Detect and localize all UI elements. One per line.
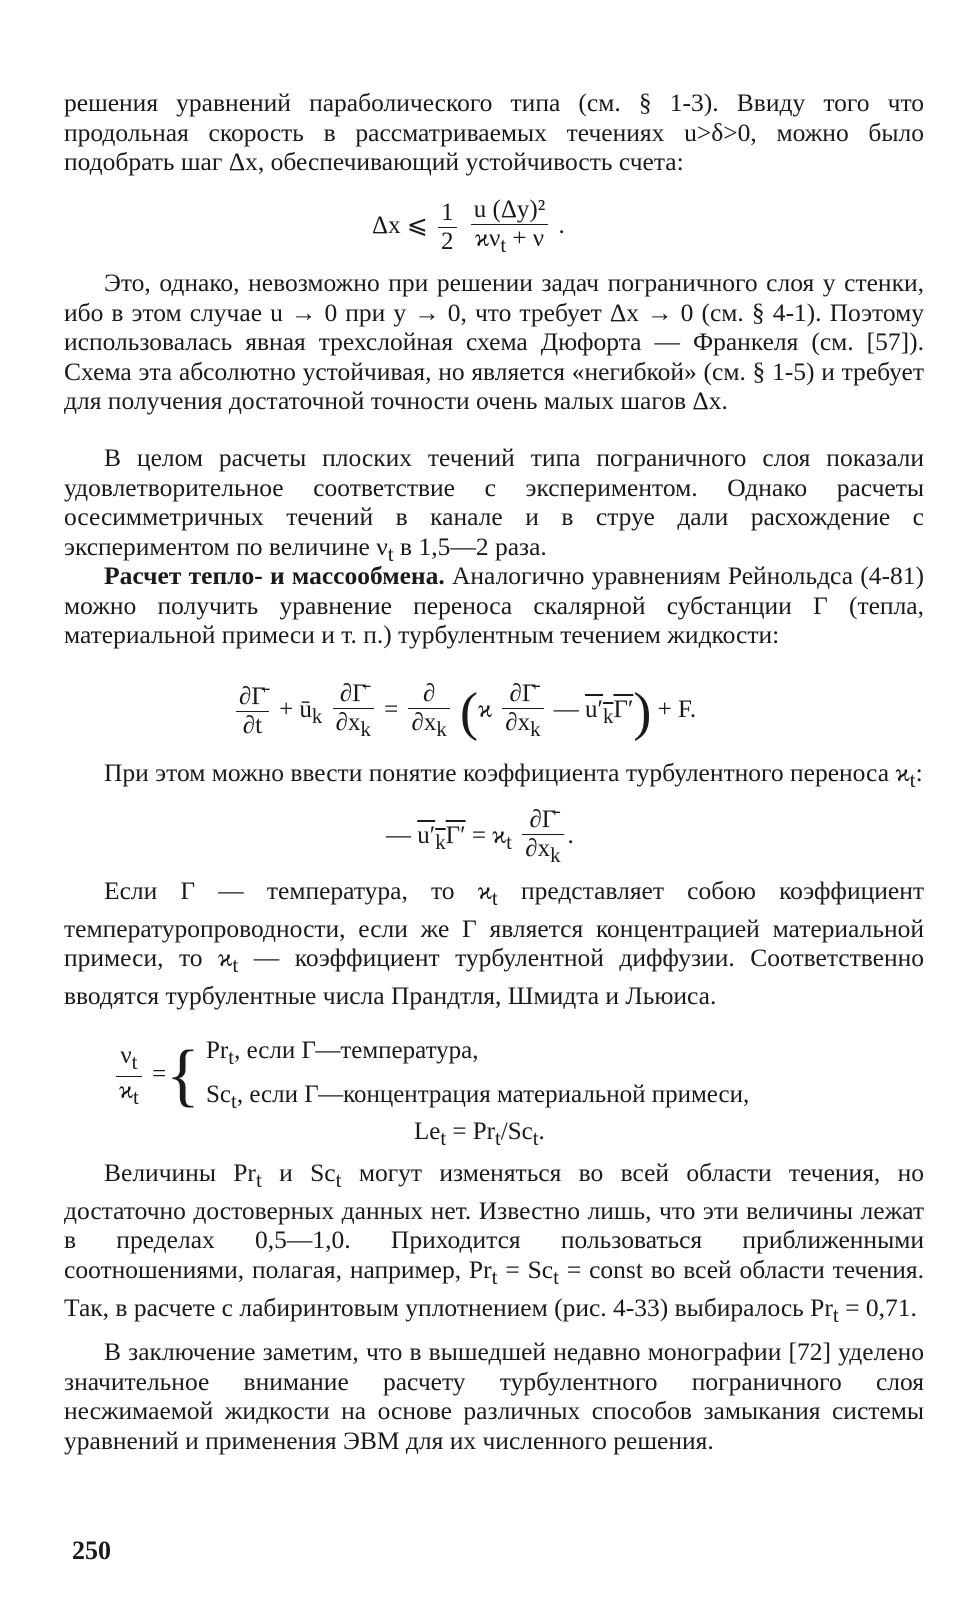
equation-turbulent-flux: — $u'_k\Gamma' = ϰ_t$ $\frac{\partial\Gammā}{\partial x_k}$ . <box>386 806 574 867</box>
paragraph-6: Если Г — температура, то $ϰ_t$ представляет собою коэффициент температуропроводности, если же Г является концентрацией материальной примеси, то $ϰ_t$ — коэффициент турбулентной диффузии. Соответственно вводятся турбулентные числа Прандтля, Шмидта и Льюиса. <box>64 876 924 1010</box>
paragraph-5: При этом можно ввести понятие коэффициента турбулентного переноса $ϰ_t$: <box>104 758 923 793</box>
eq1-fraction-main: $\frac{\text{u (Δy)²}}{ϰ\nu_t + \nu}$ <box>471 196 548 259</box>
case-schmidt: $Sc_t$, если Г—концентрация материальной примеси, <box>206 1081 750 1113</box>
paragraph-4: Расчет тепло- и массообмена. Аналогично уравнениям Рейнольдса (4-81) можно получить уравнение переноса скалярной субстанции Г (тепла, материальной примеси и т. п.) турбулентным течением жидкости: <box>64 561 924 650</box>
paragraph-2: Это, однако, невозможно при решении задач пограничного слоя у стенки, ибо в этом случае u → 0 при y → 0, что требует Δx → 0 (см. § 4-1). Поэтому использовалась явная трехслойная схема Дюфорта — Франкеля (см. [57]). Схема эта абсолютно устойчивая, но является «негибкой» (см. § 1-5) и требует для получения достаточной точности очень малых шагов Δx. <box>64 268 924 416</box>
equation-lewis: $Le_t = Pr_t/Sc_t$. <box>414 1118 545 1150</box>
equation-numbers: $\frac{\nu_t}{ϰ_t}$ ={ $Pr_t$, если Г—температура, $Sc_t$, если Г—концентрация материальной примеси, <box>112 1032 749 1120</box>
case-prandtl: $Pr_t$, если Г—температура, <box>206 1037 479 1069</box>
paragraph-8: В заключение заметим, что в вышедшей недавно монографии [72] уделено значительное внимание расчету турбулентного пограничного слоя несжимаемой жидкости на основе различных способов замыкания системы уравнений и применения ЭВМ для их численного решения. <box>64 1337 924 1455</box>
paragraph-7: Величины $Pr_t$ и $Sc_t$ могут изменяться во всей области течения, но достаточно достоверных данных нет. Известно лишь, что эти величины лежат в пределах 0,5—1,0. Приходится пользоваться приближенными соотношениями, полагая, например, $Pr_t = Sc_t$ = const во всей области течения. Так, в расчете с лабиринтовым уплотнением (рис. 4-33) выбиралось $Pr_t = 0,71$. <box>64 1158 925 1327</box>
eq1-lhs: Δx ⩽ <box>372 212 428 240</box>
section-heading: Расчет тепло- и массообмена. <box>104 561 445 590</box>
equation-stability: Δx ⩽ $\frac{1}{2}$ $\frac{\text{u (Δy)²}}{ϰ\nu_t + \nu}$ . <box>372 196 565 257</box>
page-number: 250 <box>72 1536 111 1565</box>
paragraph-1: решения уравнений параболического типа (см. § 1-3). Ввиду того что продольная скорость в рассматриваемых течениях u>δ>0, можно было подобрать шаг Δx, обеспечивающий устойчивость счета: <box>64 88 924 177</box>
eq1-fraction-half: $\frac{1}{2}$ <box>438 199 457 256</box>
equation-transport: $\frac{\partial\Gammā}{\partial t}$ + $ū_k$ $\frac{\partial\Gammā}{\partial x_k}$ = $\frac{\partial}{\partial x_k}$ (ϰ $\frac{\partial\Gammā}{\partial x_k}$ — $u'_k\Gamma') + F$. <box>232 680 696 743</box>
paragraph-3: В целом расчеты плоских течений типа пограничного слоя показали удовлетворительное соответствие с экспериментом. Однако расчеты осесимметричных течений в канале и в струе дали расхождение с экспериментом по величине $\nu_t$ в 1,5—2 раза. <box>64 443 924 566</box>
